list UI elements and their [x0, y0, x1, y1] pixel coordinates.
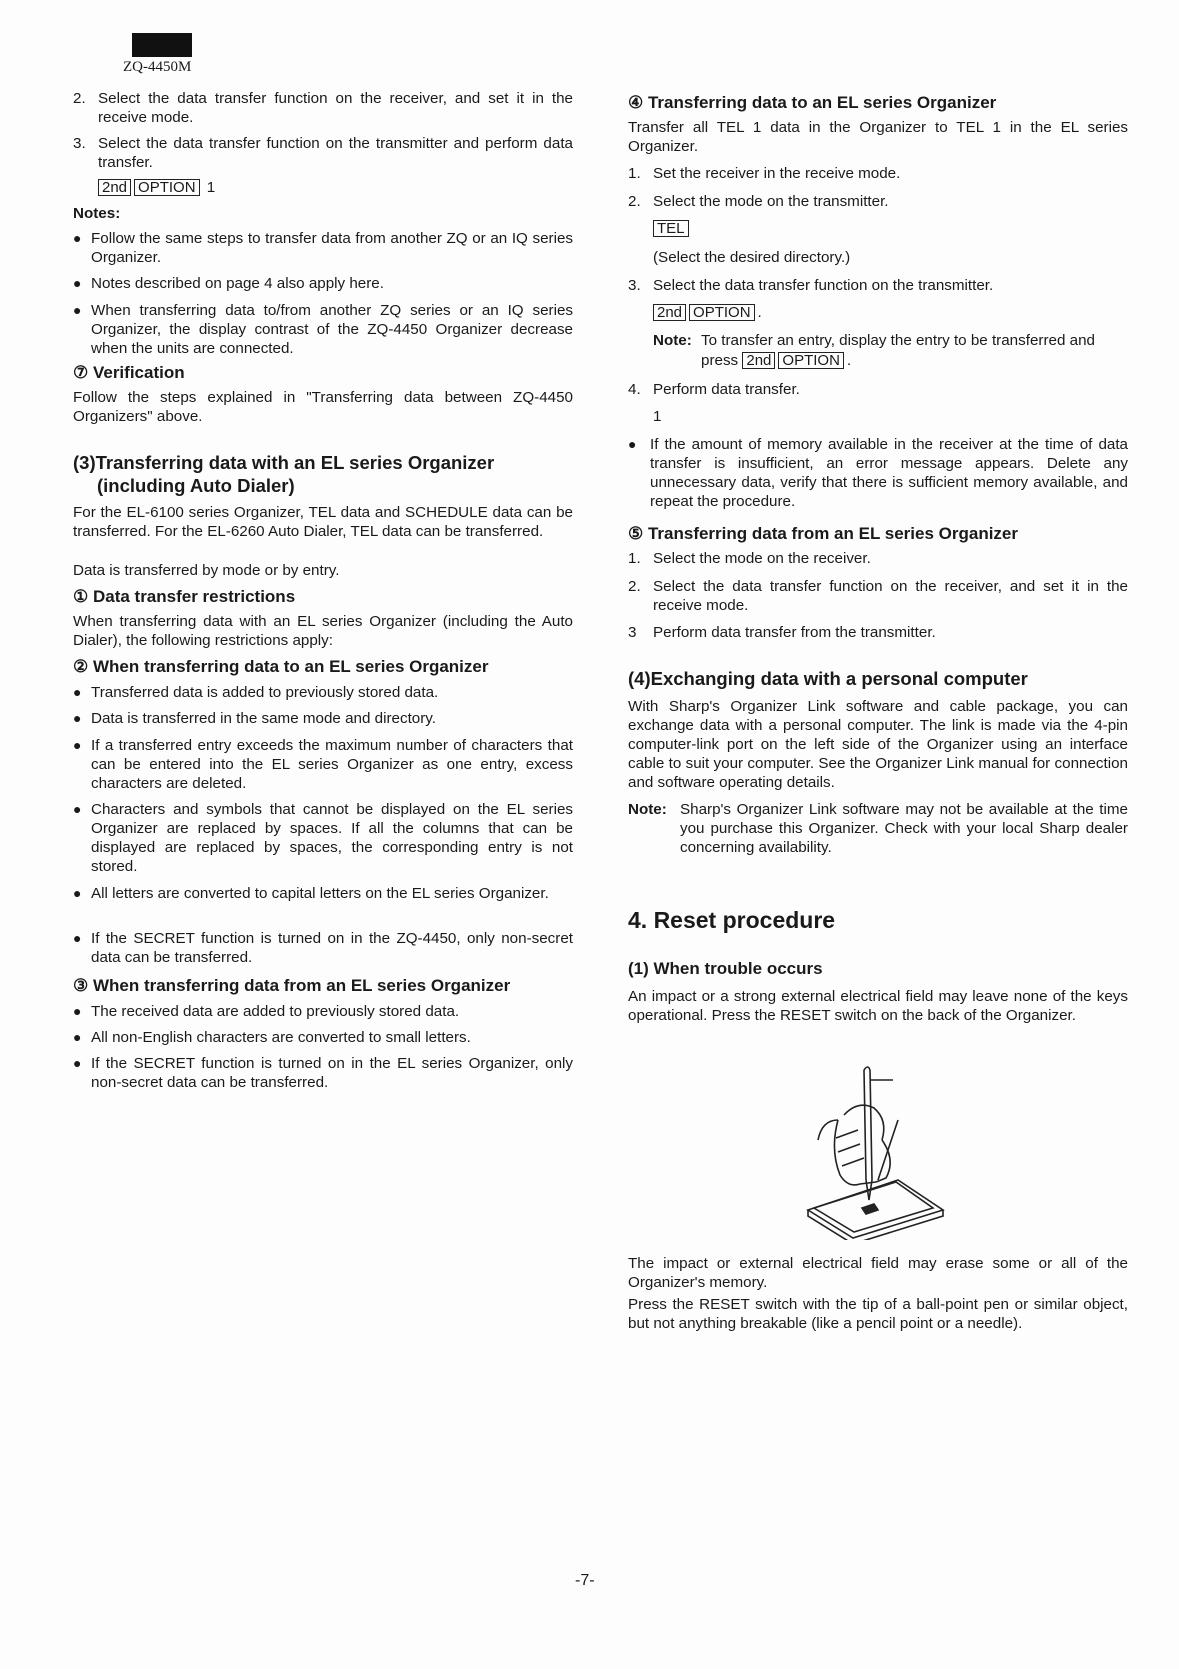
- reset-procedure-heading: 4. Reset procedure: [628, 907, 836, 933]
- section-3-mode-text: Data is transferred by mode or by entry.: [73, 562, 340, 579]
- impact-text: The impact or external electrical field may erase some or all of the Organizer's memory.: [628, 1255, 1128, 1291]
- restrictions-heading: ① Data transfer restrictions: [73, 587, 296, 606]
- list-item: ● If a transferred entry exceeds the maximum number of characters that can be entered into the EL series Organizer as one entry, excess characters are deleted.: [73, 737, 573, 792]
- step-3: 3. Select the data transfer function on the transmitter.: [628, 277, 994, 294]
- from-el-heading: ③ When transferring data from an EL series Organizer: [73, 976, 511, 995]
- step-4-key: 1: [653, 408, 662, 425]
- note-bullet: ● Follow the same steps to transfer data from another ZQ or an IQ series Organizer.: [73, 230, 573, 266]
- step-4: 4. Perform data transfer.: [628, 381, 800, 398]
- link-software-note: Note: Sharp's Organizer Link software may not be available at the time you purchase this Organizer. Check with your local Sharp dealer concerning availability.: [628, 801, 1128, 856]
- to-el-heading: ② When transferring data to an EL series Organizer: [73, 657, 489, 676]
- step-2: 2. Select the data transfer function on the receiver, and set it in the receive mode.: [73, 90, 573, 126]
- list-item: ● Transferred data is added to previously stored data.: [73, 684, 439, 701]
- key-2nd: 2nd: [742, 352, 775, 369]
- key-option: OPTION: [134, 179, 200, 196]
- restrictions-text: When transferring data with an EL series Organizer (including the Auto Dialer), the following restrictions apply:: [73, 613, 573, 649]
- trouble-text: An impact or a strong external electrical field may leave none of the keys operational. Press the RESET switch on the back of the Organizer.: [628, 988, 1128, 1024]
- list-item: ● Data is transferred in the same mode and directory.: [73, 710, 436, 727]
- step-3: 3. Select the data transfer function on the transmitter and perform data transfer.: [73, 135, 573, 171]
- entry-note: Note: To transfer an entry, display the entry to be transferred and press 2nd OPTION .: [653, 332, 1095, 369]
- reset-illustration: [778, 1060, 948, 1240]
- step-2: 2. Select the mode on the transmitter.: [628, 193, 889, 210]
- section-4-heading: (4)Exchanging data with a personal computer: [628, 668, 1028, 689]
- key-option: OPTION: [778, 352, 844, 369]
- page-number: -7-: [575, 1572, 595, 1589]
- to-el-transfer-text: Transfer all TEL 1 data in the Organizer to TEL 1 in the EL series Organizer.: [628, 119, 1128, 155]
- list-item: ● All non-English characters are converted to small letters.: [73, 1029, 471, 1046]
- note-bullet: ● Notes described on page 4 also apply here.: [73, 275, 384, 292]
- list-item: ● If the SECRET function is turned on in the EL series Organizer, only non-secret data can be transferred.: [73, 1055, 573, 1091]
- trouble-heading: (1) When trouble occurs: [628, 959, 823, 978]
- key-sequence: 2nd OPTION 1: [98, 178, 215, 197]
- list-item: ● The received data are added to previously stored data.: [73, 1003, 460, 1020]
- reset-instructions: Press the RESET switch with the tip of a ball-point pen or similar object, but not anything breakable (like a pencil point or a needle).: [628, 1296, 1128, 1332]
- memory-bullet: ● If the amount of memory available in the receiver at the time of data transfer is insufficient, an error message appears. Delete any unnecessary data, verify that there is sufficient memory available, and repeat the procedure.: [628, 436, 1128, 510]
- to-el-transfer-heading: ④ Transferring data to an EL series Organizer: [628, 93, 997, 112]
- key-2nd: 2nd: [653, 304, 686, 321]
- model-number: ZQ-4450M: [123, 59, 192, 75]
- key-option: OPTION: [689, 304, 755, 321]
- list-item: ● If the SECRET function is turned on in the ZQ-4450, only non-secret data can be transferred.: [73, 930, 573, 966]
- section-3-intro: For the EL-6100 series Organizer, TEL data and SCHEDULE data can be transferred. For the EL-6260 Auto Dialer, TEL data can be transferred.: [73, 504, 573, 540]
- list-item: ● All letters are converted to capital letters on the EL series Organizer.: [73, 885, 549, 902]
- notes-label: Notes:: [73, 205, 121, 222]
- step-3: 3 Perform data transfer from the transmitter.: [628, 624, 936, 641]
- key-sequence: 2nd OPTION .: [653, 303, 762, 322]
- key-tel-row: [653, 219, 692, 238]
- step-2: 2. Select the data transfer function on the receiver, and set it in the receive mode.: [628, 578, 1128, 614]
- verification-text: Follow the steps explained in "Transferring data between ZQ-4450 Organizers" above.: [73, 389, 573, 425]
- from-el-transfer-heading: ⑤ Transferring data from an EL series Organizer: [628, 524, 1018, 543]
- list-item: ● Characters and symbols that cannot be displayed on the EL series Organizer are replaced by spaces. If all the columns that can be displayed are replaced by spaces, the corresponding entry is not stored.: [73, 801, 573, 875]
- step-1: 1. Set the receiver in the receive mode.: [628, 165, 901, 182]
- verification-heading: ⑦ Verification: [73, 363, 185, 382]
- directory-note: (Select the desired directory.): [653, 249, 851, 266]
- key-2nd: 2nd: [98, 179, 131, 196]
- section-4-text: With Sharp's Organizer Link software and cable package, you can exchange data with a personal computer. The link is made via the 4-pin computer-link port on the left side of the Organizer using an interface cable to suit your computer. See the Organizer Link manual for connection and software operating details.: [628, 698, 1128, 791]
- section-3-heading: (3)Transferring data with an EL series Organizer (including Auto Dialer): [73, 452, 495, 496]
- note-bullet: ● When transferring data to/from another ZQ series or an IQ series Organizer, the display contrast of the ZQ-4450 Organizer decrease when the units are connected.: [73, 302, 573, 357]
- step-1: 1. Select the mode on the receiver.: [628, 550, 871, 567]
- key-tel: TEL: [653, 220, 689, 237]
- brand-logo-block: [132, 33, 192, 57]
